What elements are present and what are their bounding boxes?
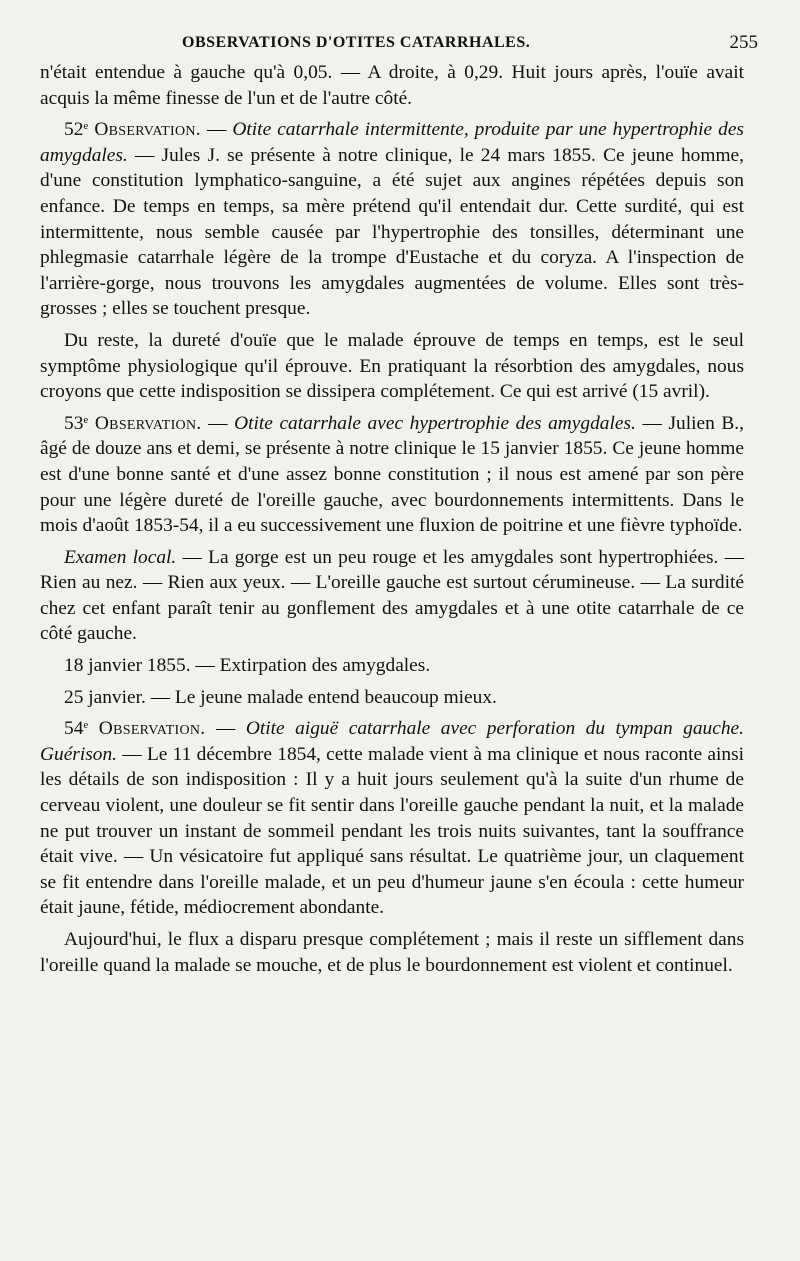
observation-53 [40,411,744,539]
dash: — [200,119,233,141]
observation-number: 54 [64,718,84,740]
observation-number: 53 [64,412,84,434]
paragraph-examen-local [40,545,744,647]
paragraph-date-entry [40,685,744,711]
observation-52 [40,117,744,322]
observation-label: Observation. [94,412,202,434]
observation-number: 52 [64,119,84,141]
paragraph-text: — La gorge est un peu rouge et les amygdales sont hypertrophiées. — Rien au nez. — Rien aux yeux. — L'oreille gauche est surtout cérumineuse. — La surdité chez cet enfant paraît tenir au gonflement des amygdales et à une otite catarrhale de ce côté gauche. [40,546,745,645]
paragraph-continuation [40,60,744,111]
ordinal-suffix: e [83,120,89,133]
paragraph [40,927,744,978]
ordinal-suffix: e [83,719,89,732]
dash: — [201,412,235,434]
running-head [40,30,758,60]
paragraph-text: — Le 11 décembre 1854, cette malade vient à ma clinique et nous raconte ainsi les détails de son indisposition : Il y a huit jours seulement qu'à la suite d'un rhume de cerveau violent, une douleur se fit sentir dans l'oreille gauche pendant la nuit, et la malade ne put trouver un instant de sommeil pendant les trois nuits suivantes, tant la souffrance était vive. — Un vésicatoire fut appliqué sans résultat. Le quatrième jour, un claquement se fit entendre dans l'oreille malade, et un peu d'humeur jaune s'en écoula : cette humeur était jaune, fétide, médiocrement abondante. [40,743,744,919]
paragraph-text: n'était entendue à gauche qu'à 0,05. — A droite, à 0,29. Huit jours après, l'ouïe avait acquis la même finesse de l'un et de l'autre côté. [40,62,744,109]
paragraph-text: 18 janvier 1855. — Extirpation des amygdales. [64,655,431,677]
paragraph-text: 25 janvier. — Le jeune malade entend beaucoup mieux. [64,686,497,708]
paragraph-text: — Jules J. se présente à notre clinique, le 24 mars 1855. Ce jeune homme, d'une constitution lymphatico-sanguine, a été sujet aux angines répétées depuis son enfance. De temps en temps, sa mère prétend qu'il entendait dur. Cette surdité, qui est intermittente, nous semble causée par l'hypertrophie des tonsilles, déterminant une phlegmasie catarrhale légère de la trompe d'Eustache et du coryza. A l'inspection de l'arrière-gorge, nous trouvons les amygdales augmentées de volume. Elles sont très-grosses ; elles se touchent presque. [40,144,744,320]
paragraph-text: — Julien B., âgé de douze ans et demi, se présente à notre clinique le 15 janvier 1855. Ce jeune homme est d'une bonne santé et d'une assez bonne constitution ; il nous est amené par son père pour une légère dureté de l'oreille gauche, avec bourdonnements intermittents. Dans le mois d'août 1853-54, il a eu successivement une fluxion de poitrine et une fièvre typhoïde. [40,412,744,537]
page-number: 255 [729,32,758,53]
paragraph-date-entry [40,653,744,679]
observation-title: Otite aiguë catarrhale avec perforation du tympan gauche. Guérison. [40,718,744,765]
observation-title: Otite catarrhale intermittente, produite par une hypertrophie des amygdales. [40,119,744,166]
observation-label: Observation. [98,718,206,740]
paragraph-text: Aujourd'hui, le flux a disparu presque complétement ; mais il reste un sifflement dans l'oreille quand la malade se mouche, et de plus le bourdonnement est violent et continuel. [40,929,744,976]
ordinal-suffix: e [83,413,89,426]
observation-54 [40,716,744,921]
lead-italic: Examen local. [64,546,177,568]
paragraph [40,328,744,405]
running-title: OBSERVATIONS D'OTITES CATARRHALES. [182,34,531,51]
observation-label: Observation. [94,119,201,141]
body-text [40,60,744,978]
paragraph-text: Du reste, la dureté d'ouïe que le malade éprouve de temps en temps, est le seul symptôme physiologique qu'il éprouve. En pratiquant la résorbtion des amygdales, nous croyons que cette indisposition se dissipera complétement. Ce qui est arrivé (15 avril). [40,329,744,403]
observation-title: Otite catarrhale avec hypertrophie des amygdales. [234,412,636,434]
dash: — [205,718,246,740]
